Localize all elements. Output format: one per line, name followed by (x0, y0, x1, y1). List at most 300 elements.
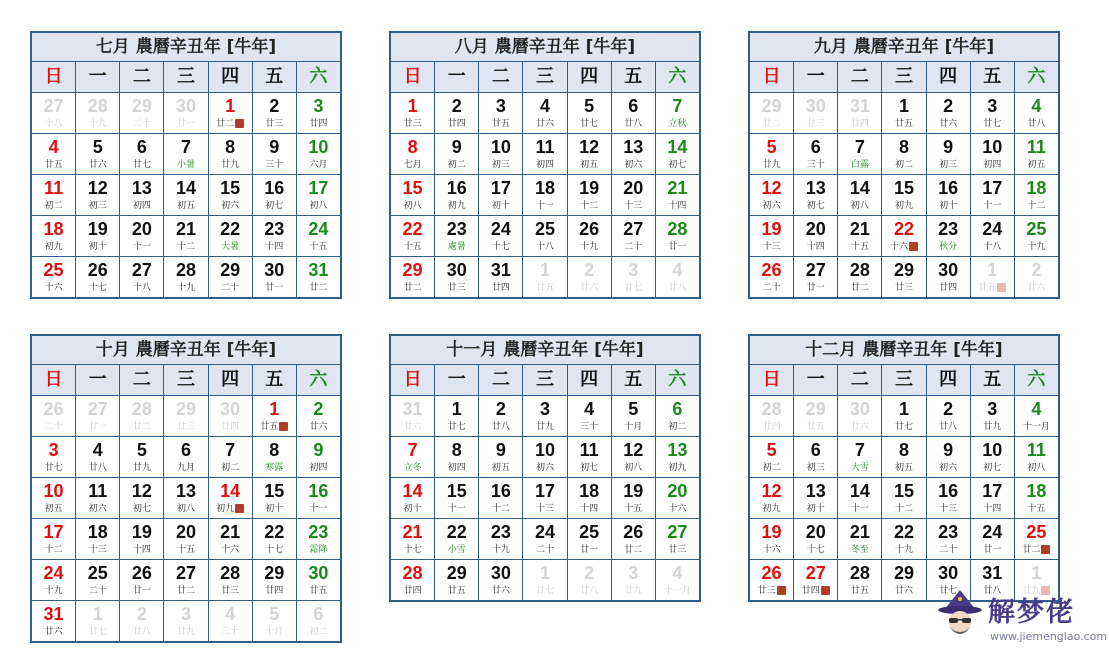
weekday-label: 一 (76, 365, 120, 395)
day-number: 16 (938, 178, 959, 198)
day-cell (209, 519, 253, 559)
day-number: 12 (131, 481, 152, 501)
day-cell (794, 560, 838, 600)
lunar-date-label: 廿五 (260, 422, 279, 432)
lunar-date-label: 初九 (668, 463, 687, 473)
day-cell (882, 560, 926, 600)
day-number: 31 (490, 260, 511, 280)
day-cell-outside (1015, 257, 1058, 297)
lunar-date-label: 初六 (535, 463, 554, 473)
weekday-label: 一 (435, 62, 479, 92)
day-number: 5 (92, 137, 103, 157)
weekday-label: 日 (391, 62, 435, 92)
lunar-date-label: 十九 (44, 586, 63, 596)
day-number: 10 (490, 137, 511, 157)
day-number: 30 (308, 563, 329, 583)
calendar-grid (750, 396, 1058, 600)
day-number: 11 (88, 481, 108, 501)
day-number: 27 (623, 219, 644, 239)
lunar-date-label: 十七 (88, 283, 107, 293)
day-number: 27 (667, 522, 688, 542)
day-cell-outside (120, 601, 164, 641)
day-cell (1015, 93, 1058, 133)
lunar-date-label: 初八 (1027, 463, 1046, 473)
day-cell (882, 257, 926, 297)
day-number: 15 (893, 178, 914, 198)
day-cell (612, 216, 656, 256)
lunar-date-label: 初二 (894, 160, 913, 170)
lunar-date-label: 十八 (983, 242, 1002, 252)
lunar-date-label: 初二 (447, 160, 466, 170)
day-cell (612, 175, 656, 215)
lunar-date-label: 初四 (983, 160, 1002, 170)
day-number: 31 (43, 604, 64, 624)
lunar-date-label: 十八 (44, 119, 63, 129)
day-cell (479, 560, 523, 600)
day-cell (750, 437, 794, 477)
day-cell (523, 519, 567, 559)
day-number: 1 (225, 96, 236, 116)
weekday-label: 五 (612, 365, 656, 395)
week-row (391, 257, 699, 297)
day-cell-outside (750, 93, 794, 133)
day-cell (479, 134, 523, 174)
lunar-date-label: 廿二 (624, 545, 643, 555)
lunar-date-label: 十六 (668, 504, 687, 514)
day-number: 6 (180, 440, 191, 460)
day-cell (612, 519, 656, 559)
lunar-date-label: 十八 (132, 283, 151, 293)
weekday-label: 三 (523, 62, 567, 92)
day-cell (882, 93, 926, 133)
day-cell-outside (750, 396, 794, 436)
lunar-date-label: 初五 (894, 463, 913, 473)
day-cell (927, 93, 971, 133)
weekday-label: 四 (209, 62, 253, 92)
day-number: 2 (269, 96, 280, 116)
week-row (750, 478, 1058, 519)
day-number: 23 (938, 219, 959, 239)
day-cell (656, 396, 699, 436)
week-row (32, 519, 340, 560)
holiday-stamp-icon (235, 504, 244, 513)
lunar-date-label: 廿五 (44, 160, 63, 170)
day-cell-outside (838, 93, 882, 133)
day-cell (479, 175, 523, 215)
solar-term-label: 大雪 (850, 463, 869, 473)
lunar-date-label: 廿一 (265, 283, 284, 293)
lunar-date-label: 廿九 (221, 160, 240, 170)
day-cell (120, 437, 164, 477)
day-number: 13 (175, 481, 196, 501)
week-row (750, 216, 1058, 257)
day-number: 11 (579, 440, 599, 460)
lunar-date-label: 廿二 (762, 119, 781, 129)
day-cell (435, 175, 479, 215)
lunar-date-label: 十九 (491, 545, 510, 555)
day-number: 14 (175, 178, 196, 198)
lunar-date-label: 十五 (624, 504, 643, 514)
day-cell (164, 437, 208, 477)
lunar-date-label: 十三 (939, 504, 958, 514)
day-number: 11 (1026, 440, 1046, 460)
weekday-label: 三 (523, 365, 567, 395)
day-number: 31 (308, 260, 329, 280)
lunar-date-label: 初五 (176, 201, 195, 211)
day-number: 17 (490, 178, 511, 198)
lunar-date-label: 十九 (580, 242, 599, 252)
holiday-stamp-icon (777, 586, 786, 595)
day-number: 13 (667, 440, 688, 460)
day-number: 26 (761, 563, 782, 583)
lunar-date-label: 初六 (939, 463, 958, 473)
day-cell (656, 519, 699, 559)
day-cell-outside (32, 93, 76, 133)
day-number: 22 (402, 219, 423, 239)
day-cell (794, 216, 838, 256)
day-number: 22 (264, 522, 285, 542)
weekday-label: 三 (164, 365, 208, 395)
lunar-date-label: 初四 (309, 463, 328, 473)
day-number: 1 (451, 399, 462, 419)
weekday-label: 日 (32, 365, 76, 395)
lunar-date-label: 廿七 (580, 119, 599, 129)
day-number: 26 (579, 219, 600, 239)
lunar-date-label: 初五 (44, 504, 63, 514)
day-cell (391, 216, 435, 256)
weekday-label: 五 (971, 365, 1015, 395)
day-cell (32, 560, 76, 600)
lunar-date-label: 二十 (535, 545, 554, 555)
day-cell (479, 93, 523, 133)
week-row (32, 134, 340, 175)
day-number: 4 (1031, 399, 1042, 419)
lunar-date-label: 十五 (176, 545, 195, 555)
day-cell (32, 216, 76, 256)
day-number: 30 (220, 399, 241, 419)
holiday-stamp-icon (235, 119, 244, 128)
weekday-label: 三 (882, 62, 926, 92)
lunar-date-label: 廿八 (624, 119, 643, 129)
day-number: 28 (849, 260, 870, 280)
day-cell (435, 134, 479, 174)
day-cell (76, 519, 120, 559)
solar-term-label: 小暑 (176, 160, 195, 170)
day-cell (435, 560, 479, 600)
weekday-header (32, 62, 340, 93)
day-number: 30 (938, 563, 959, 583)
lunar-date-label: 廿一 (580, 545, 599, 555)
lunar-date-label: 廿三 (447, 283, 466, 293)
lunar-date-label: 十三 (762, 242, 781, 252)
calendar-august (389, 31, 701, 299)
lunar-date-label: 廿八 (88, 463, 107, 473)
day-number: 9 (495, 440, 506, 460)
day-cell (435, 257, 479, 297)
day-cell-outside (612, 560, 656, 600)
day-cell (164, 560, 208, 600)
lunar-date-label: 廿九 (1022, 586, 1041, 596)
day-cell (164, 519, 208, 559)
day-cell (568, 437, 612, 477)
day-cell (1015, 519, 1058, 559)
site-logo (936, 588, 1108, 648)
day-cell (523, 134, 567, 174)
day-number: 28 (402, 563, 423, 583)
day-number: 9 (313, 440, 324, 460)
lunar-date-label: 初六 (88, 504, 107, 514)
weekday-label: 一 (794, 62, 838, 92)
lunar-date-label: 初三 (806, 463, 825, 473)
week-row (32, 478, 340, 519)
week-row (391, 437, 699, 478)
lunar-date-label: 十六 (44, 283, 63, 293)
weekday-label: 一 (794, 365, 838, 395)
day-number: 2 (451, 96, 462, 116)
lunar-date-label: 廿五 (309, 586, 328, 596)
day-cell (32, 257, 76, 297)
lunar-date-label: 廿五 (491, 119, 510, 129)
day-number: 22 (446, 522, 467, 542)
day-cell (297, 257, 340, 297)
day-number: 18 (43, 219, 64, 239)
lunar-date-label: 廿二 (309, 283, 328, 293)
lunar-date-label: 二十 (762, 283, 781, 293)
day-cell (120, 175, 164, 215)
day-number: 19 (579, 178, 600, 198)
day-cell (838, 560, 882, 600)
day-cell (253, 134, 297, 174)
lunar-date-label: 廿三 (403, 119, 422, 129)
day-cell (391, 437, 435, 477)
day-cell (750, 519, 794, 559)
lunar-date-label: 初十 (403, 504, 422, 514)
day-number: 15 (220, 178, 241, 198)
day-number: 24 (308, 219, 329, 239)
lunar-date-label: 廿七 (894, 422, 913, 432)
calendar-november (389, 334, 701, 602)
day-number: 1 (92, 604, 103, 624)
day-cell (120, 257, 164, 297)
day-number: 6 (810, 137, 821, 157)
lunar-date-label: 十六 (762, 545, 781, 555)
day-number: 12 (623, 440, 644, 460)
solar-term-label: 寒露 (265, 463, 284, 473)
day-number: 20 (805, 219, 826, 239)
day-number: 3 (628, 563, 639, 583)
day-number: 23 (490, 522, 511, 542)
weekday-label: 六 (668, 369, 687, 390)
day-number: 31 (982, 563, 1003, 583)
day-number: 6 (672, 399, 683, 419)
weekday-label: 五 (971, 62, 1015, 92)
day-number: 7 (854, 440, 865, 460)
solar-term-label: 大暑 (221, 242, 240, 252)
day-number: 1 (987, 260, 998, 280)
day-cell (794, 175, 838, 215)
day-number: 10 (982, 440, 1003, 460)
day-number: 19 (131, 522, 152, 542)
day-number: 12 (761, 481, 782, 501)
lunar-date-label: 十月 (265, 627, 284, 637)
lunar-date-label: 初二 (762, 463, 781, 473)
day-cell (523, 396, 567, 436)
day-number: 6 (136, 137, 147, 157)
lunar-date-label: 廿四 (801, 586, 820, 596)
day-cell (838, 478, 882, 518)
lunar-date-label: 初五 (580, 160, 599, 170)
day-cell (76, 437, 120, 477)
day-number: 6 (628, 96, 639, 116)
day-cell (209, 175, 253, 215)
lunar-date-label: 廿二 (403, 283, 422, 293)
day-cell (32, 478, 76, 518)
day-number: 19 (761, 219, 782, 239)
weekday-label: 日 (391, 365, 435, 395)
lunar-date-label: 初三 (939, 160, 958, 170)
lunar-date-label: 廿一 (88, 422, 107, 432)
week-row (391, 560, 699, 600)
calendar-december (748, 334, 1060, 602)
day-cell (568, 175, 612, 215)
day-cell (568, 93, 612, 133)
day-number: 19 (623, 481, 644, 501)
day-number: 30 (938, 260, 959, 280)
day-cell (253, 216, 297, 256)
day-cell (838, 519, 882, 559)
day-number: 8 (898, 137, 909, 157)
day-cell (750, 560, 794, 600)
day-number: 26 (761, 260, 782, 280)
calendar-title: 十月 農曆辛丑年 [牛年] (32, 336, 340, 365)
day-number: 7 (225, 440, 236, 460)
day-number: 29 (175, 399, 196, 419)
day-cell (794, 519, 838, 559)
lunar-date-label: 廿三 (221, 586, 240, 596)
lunar-date-label: 廿九 (762, 160, 781, 170)
day-cell-outside (297, 601, 340, 641)
lunar-date-label: 初二 (668, 422, 687, 432)
lunar-date-label: 二十 (88, 586, 107, 596)
day-number: 29 (893, 563, 914, 583)
lunar-date-label: 初八 (176, 504, 195, 514)
lunar-date-label: 十九 (176, 283, 195, 293)
day-cell (435, 396, 479, 436)
lunar-date-label: 廿六 (1027, 283, 1046, 293)
day-cell (568, 396, 612, 436)
calendar-title: 七月 農曆辛丑年 [牛年] (32, 33, 340, 62)
holiday-stamp-icon (821, 586, 830, 595)
day-number: 5 (766, 440, 777, 460)
day-cell (253, 257, 297, 297)
day-number: 3 (180, 604, 191, 624)
lunar-date-label: 十六 (889, 242, 908, 252)
day-number: 25 (87, 563, 108, 583)
day-number: 9 (943, 137, 954, 157)
day-number: 5 (584, 96, 595, 116)
day-cell (120, 560, 164, 600)
lunar-date-label: 初九 (447, 201, 466, 211)
day-cell (297, 560, 340, 600)
day-cell-outside (838, 396, 882, 436)
lunar-date-label: 廿九 (983, 422, 1002, 432)
day-cell (435, 216, 479, 256)
lunar-date-label: 二十 (939, 545, 958, 555)
day-cell (927, 175, 971, 215)
day-number: 30 (849, 399, 870, 419)
logo-url: www.jiemenglao.com (990, 630, 1108, 643)
lunar-date-label: 廿九 (176, 627, 195, 637)
day-number: 20 (667, 481, 688, 501)
day-cell (656, 216, 699, 256)
holiday-stamp-icon (1041, 545, 1050, 554)
day-number: 25 (1026, 522, 1047, 542)
lunar-date-label: 十五 (850, 242, 869, 252)
day-cell (1015, 216, 1058, 256)
day-cell (927, 437, 971, 477)
lunar-date-label: 二十 (44, 422, 63, 432)
week-row (391, 478, 699, 519)
day-number: 15 (893, 481, 914, 501)
day-number: 3 (48, 440, 59, 460)
lunar-date-label: 初二 (44, 201, 63, 211)
solar-term-label: 秋分 (939, 242, 958, 252)
lunar-date-label: 廿七 (535, 586, 554, 596)
lunar-date-label: 廿四 (309, 119, 328, 129)
day-cell (882, 478, 926, 518)
day-cell-outside (568, 257, 612, 297)
day-number: 17 (43, 522, 64, 542)
lunar-date-label: 十九 (88, 119, 107, 129)
day-number: 30 (446, 260, 467, 280)
day-cell (164, 175, 208, 215)
lunar-date-label: 廿四 (850, 119, 869, 129)
weekday-label: 六 (1027, 66, 1046, 87)
day-number: 17 (308, 178, 329, 198)
day-number: 23 (446, 219, 467, 239)
day-cell (391, 560, 435, 600)
day-cell-outside (391, 396, 435, 436)
day-cell (391, 175, 435, 215)
day-cell (32, 134, 76, 174)
day-number: 2 (313, 399, 324, 419)
day-cell (794, 478, 838, 518)
day-cell-outside (120, 396, 164, 436)
day-number: 4 (584, 399, 595, 419)
lunar-date-label: 十四 (132, 545, 151, 555)
lunar-date-label: 二十 (624, 242, 643, 252)
day-number: 2 (943, 399, 954, 419)
lunar-date-label: 初七 (132, 504, 151, 514)
day-cell-outside (523, 257, 567, 297)
day-number: 15 (264, 481, 285, 501)
day-cell (971, 437, 1015, 477)
day-number: 28 (175, 260, 196, 280)
day-number: 8 (451, 440, 462, 460)
day-cell (479, 478, 523, 518)
day-cell (927, 257, 971, 297)
solar-term-label: 立秋 (668, 119, 687, 129)
day-cell (253, 93, 297, 133)
day-cell (882, 175, 926, 215)
lunar-date-label: 初九 (216, 504, 235, 514)
logo-text: 解梦佬 (988, 597, 1075, 628)
lunar-date-label: 二十 (221, 283, 240, 293)
day-number: 31 (402, 399, 423, 419)
day-number: 2 (136, 604, 147, 624)
weekday-label: 一 (435, 365, 479, 395)
day-number: 28 (220, 563, 241, 583)
